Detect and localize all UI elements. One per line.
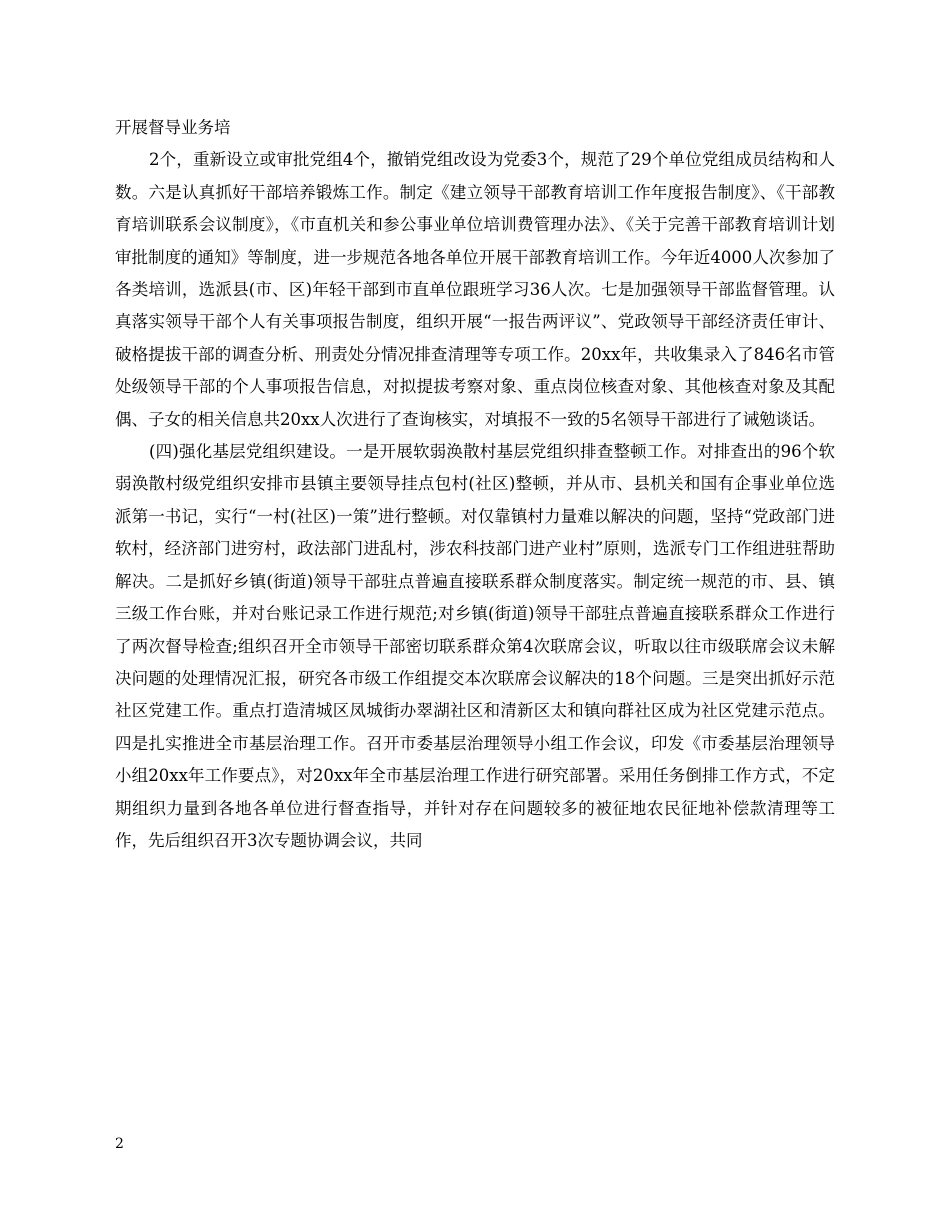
paragraph-continuation: 开展督导业务培 bbox=[115, 118, 231, 137]
paragraph-grassroots-party: (四)强化基层党组织建设。一是开展软弱涣散村基层党组织排查整顿工作。对排查出的96个软弱涣散村级党组织安排市县镇主要领导挂点包村(社区)整顿，并从市、县机关和国有企事业单位选派第一书记，实行“一村(社区)一策”进行整顿。对仅靠镇村力量难以解决的问题，坚持“党政部门进软村，经济部门进穷村，政法部门进乱村，涉农科技部门进产业村”原则，选派专门工作组进驻帮助解决。二是抓好乡镇(街道)领导干部驻点普遍直接联系群众制度落实。制定统一规范的市、县、镇三级工作台账，并对台账记录工作进行规范;对乡镇(街道)领导干部驻点普遍直接联系群众工作进行了两次督导检查;组织召开全市领导干部密切联系群众第4次联席会议，听取以往市级联席会议未解决问题的处理情况汇报，研究各市级工作组提交本次联席会议解决的18个问题。三是突出抓好示范社区党建工作。重点打造清城区凤城街办翠湖社区和清新区太和镇向群社区成为社区党建示范点。四是扎实推进全市基层治理工作。召开市委基层治理领导小组工作会议，印发《市委基层治理领导小组20xx年工作要点》，对20xx年全市基层治理工作进行研究部署。采用任务倒排工作方式，不定期组织力量到各地各单位进行督查指导，并针对存在问题较多的被征地农民征地补偿款清理等工作，先后组织召开3次专题协调会议，共同 bbox=[115, 442, 835, 850]
page-number: 2 bbox=[115, 1136, 124, 1152]
document-body bbox=[115, 112, 835, 857]
paragraph-cadre-training: 2个，重新设立或审批党组4个，撤销党组改设为党委3个，规范了29个单位党组成员结构和人数。六是认真抓好干部培养锻炼工作。制定《建立领导干部教育培训工作年度报告制度》、《干部教育培训联系会议制度》，《市直机关和参公事业单位培训费管理办法》、《关于完善干部教育培训计划审批制度的通知》等制度，进一步规范各地各单位开展干部教育培训工作。今年近4000人次参加了各类培训，选派县(市、区)年轻干部到市直单位跟班学习36人次。七是加强领导干部监督管理。认真落实领导干部个人有关事项报告制度，组织开展“一报告两评议”、党政领导干部经济责任审计、破格提拔干部的调查分析、刑责处分情况排查清理等专项工作。20xx年，共收集录入了846名市管处级领导干部的个人事项报告信息，对拟提拔考察对象、重点岗位核查对象、其他核查对象及其配偶、子女的相关信息共20xx人次进行了查询核实，对填报不一致的5名领导干部进行了诫勉谈话。 bbox=[115, 150, 835, 429]
